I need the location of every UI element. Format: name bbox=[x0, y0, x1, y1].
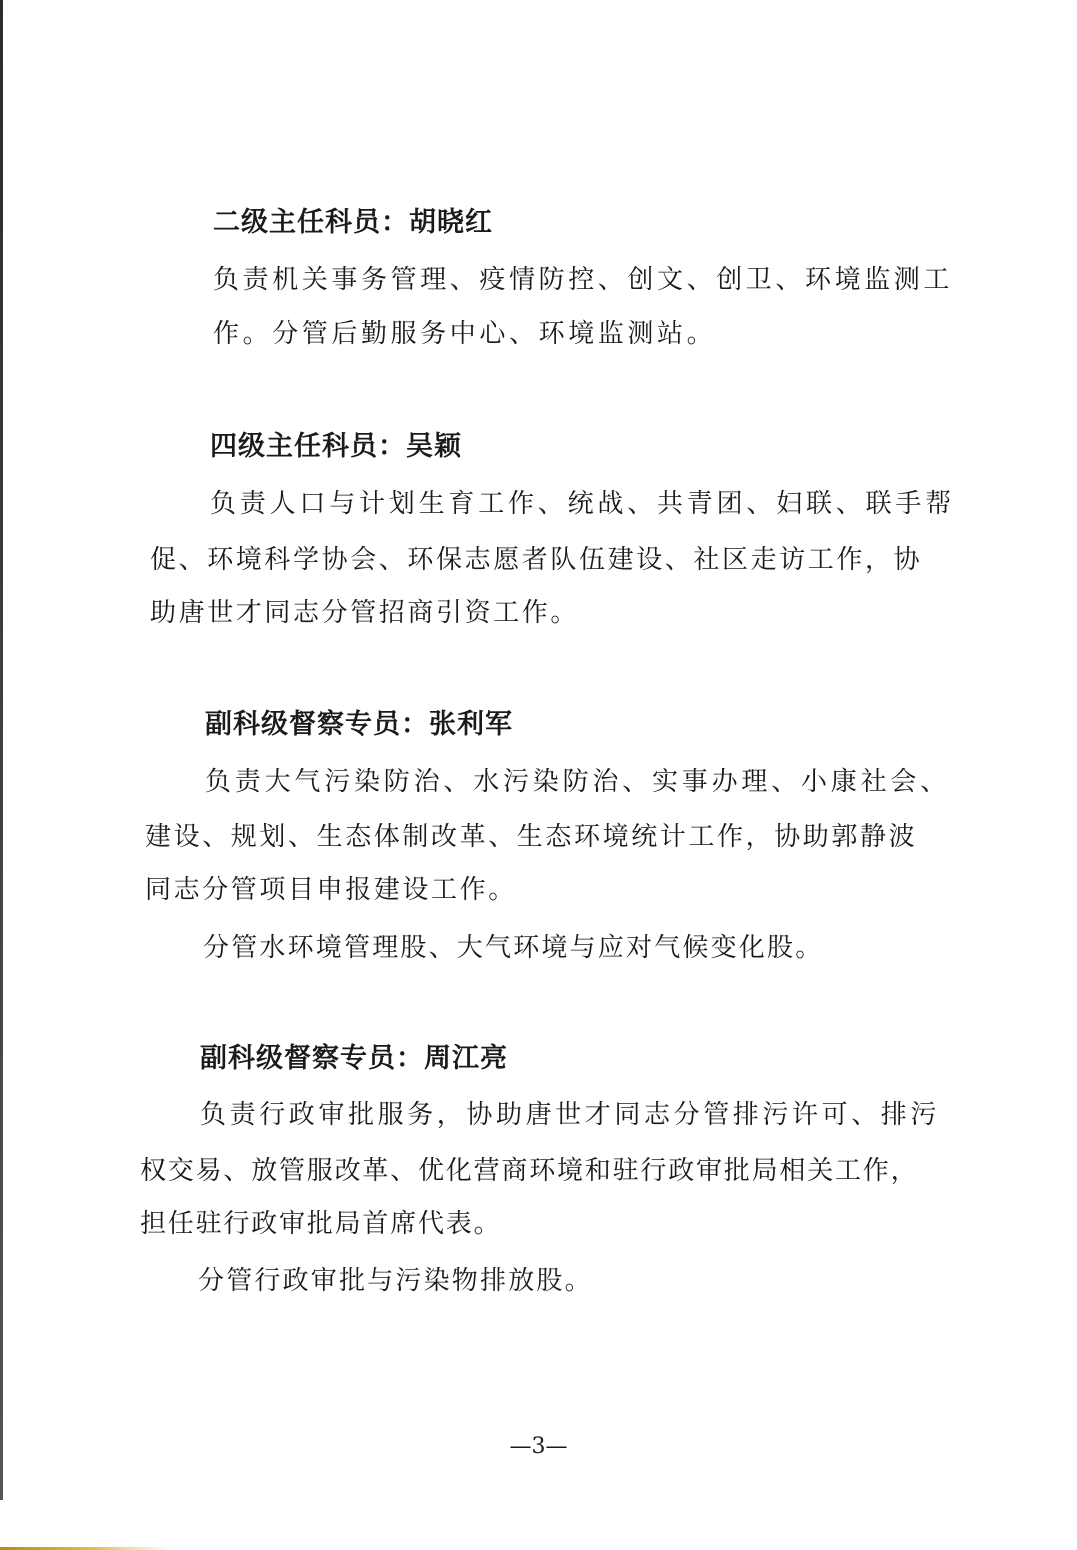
section-2-line-2: 促、环境科学协会、环保志愿者队伍建设、社区走访工作，协 bbox=[150, 545, 923, 575]
section-3-line-2: 建设、规划、生态体制改革、生态环境统计工作，协助郭静波 bbox=[145, 822, 918, 852]
section-1-line-2: 作。分管后勤服务中心、环境监测站。 bbox=[213, 319, 717, 349]
section-4-line-1: 负责行政审批服务，协助唐世才同志分管排污许可、排污 bbox=[200, 1100, 941, 1130]
page-number: —3— bbox=[509, 1434, 568, 1459]
section-2-line-3: 助唐世才同志分管招商引资工作。 bbox=[150, 598, 580, 628]
section-4-line-3: 担任驻行政审批局首席代表。 bbox=[140, 1209, 502, 1239]
section-2-line-1: 负责人口与计划生育工作、统战、共青团、妇联、联手帮 bbox=[210, 489, 956, 519]
section-3-line-1: 负责大气污染防治、水污染防治、实事办理、小康社会、 bbox=[205, 767, 951, 797]
section-1-line-1: 负责机关事务管理、疫情防控、创文、创卫、环境监测工 bbox=[213, 265, 954, 295]
section-heading-hu-xiaohong: 二级主任科员：胡晓红 bbox=[213, 207, 493, 238]
section-3-line-4: 分管水环境管理股、大气环境与应对气候变化股。 bbox=[203, 933, 824, 963]
section-4-line-4: 分管行政审批与污染物排放股。 bbox=[198, 1266, 593, 1296]
section-heading-zhang-lijun: 副科级督察专员：张利军 bbox=[205, 709, 513, 740]
section-heading-zhou-jiangliang: 副科级督察专员：周江亮 bbox=[200, 1043, 508, 1074]
section-heading-wu-ying: 四级主任科员：吴颖 bbox=[210, 431, 462, 462]
section-4-line-2: 权交易、放管服改革、优化营商环境和驻行政审批局相关工作， bbox=[140, 1156, 919, 1186]
scan-edge-left bbox=[0, 0, 3, 1500]
section-3-line-3: 同志分管项目申报建设工作。 bbox=[145, 875, 517, 905]
